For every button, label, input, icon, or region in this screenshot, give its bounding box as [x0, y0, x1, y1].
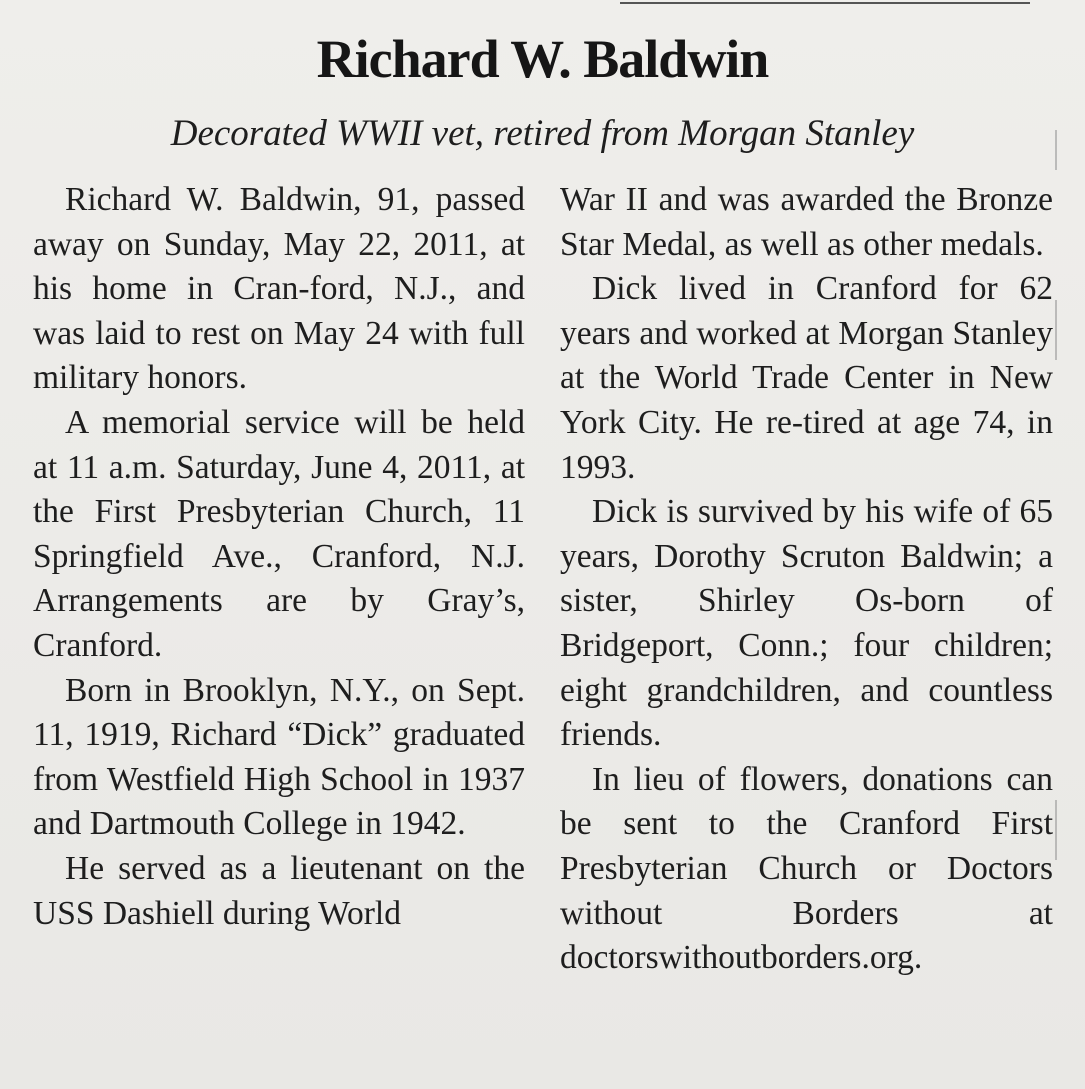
paragraph-career: Dick lived in Cranford for 62 years and worked at Morgan Stanley at the World Trade Center in New York City. He re-tired at age 74, in 1993. [560, 270, 1053, 486]
margin-mark [1055, 800, 1057, 860]
paragraph-donations: In lieu of flowers, donations can be sent to the Cranford First Presbyterian Church or Doctors without Borders at doctorswithoutborders.org. [560, 760, 1053, 977]
top-rule-divider [620, 2, 1030, 4]
margin-mark [1055, 300, 1057, 360]
right-column [560, 178, 1053, 981]
paragraph-death-notice: Richard W. Baldwin, 91, passed away on Sunday, May 22, 2011, at his home in Cran-ford, N.J., and was laid to rest on May 24 with full military honors. [33, 181, 525, 397]
paragraph-memorial-service: A memorial service will be held at 11 a.m. Saturday, June 4, 2011, at the First Presbyterian Church, 11 Springfield Ave., Cranford, N.J. Arrangements are by Gray’s, Cranford. [33, 403, 525, 664]
obituary-headline: Richard W. Baldwin [316, 29, 769, 89]
paragraph-military-service-end: War II and was awarded the Bronze Star Medal, as well as other medals. [560, 181, 1053, 263]
paragraph-early-life: Born in Brooklyn, N.Y., on Sept. 11, 1919, Richard “Dick” graduated from Westfield High School in 1937 and Dartmouth College in 1942. [33, 671, 525, 843]
paragraph-survivors: Dick is survived by his wife of 65 years, Dorothy Scruton Baldwin; a sister, Shirley Os-born of Bridgeport, Conn.; four children; eight grandchildren, and countless friends. [560, 493, 1053, 754]
obituary-subhead: Decorated WWII vet, retired from Morgan Stanley [170, 113, 915, 154]
paragraph-military-service-start: He served as a lieutenant on the USS Dashiell during World [33, 849, 525, 932]
left-column [33, 178, 525, 936]
